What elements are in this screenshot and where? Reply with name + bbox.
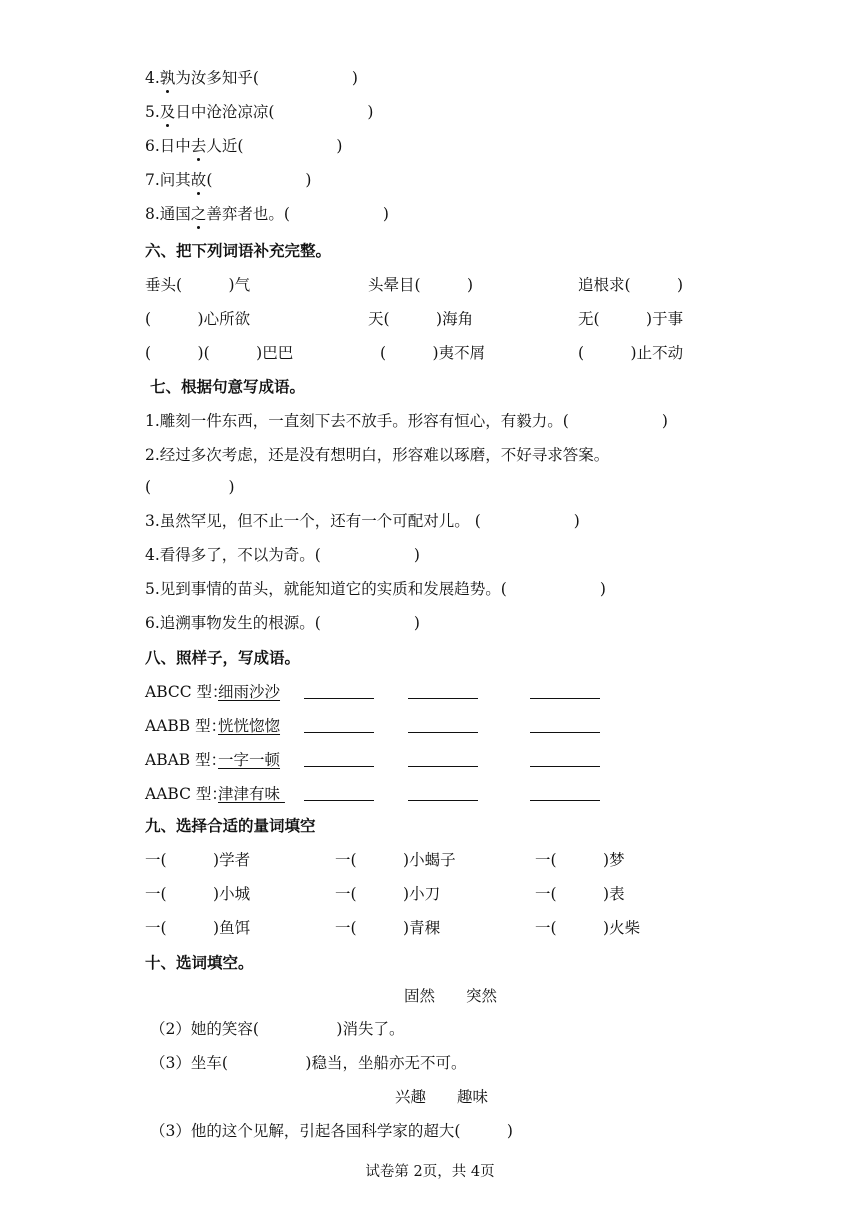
measure-word-blank: 一( )鱼饵 xyxy=(145,919,251,937)
answer-blank[interactable] xyxy=(530,766,600,767)
question-item-6: 6.日中去人近( ) xyxy=(145,137,343,155)
word-blank: 无( )于事 xyxy=(578,310,684,328)
emphasis-char: 之 xyxy=(190,205,207,223)
word-blank: 垂头( )气 xyxy=(145,276,251,294)
question-item-7: 7.问其故( ) xyxy=(145,171,312,189)
answer-blank[interactable] xyxy=(408,766,478,767)
answer-blank[interactable] xyxy=(530,732,600,733)
question-7-3: 3.虽然罕见，但不止一个，还有一个可配对儿。 ( ) xyxy=(145,512,580,530)
question-7-2: 2.经过多次考虑，还是没有想明白，形容难以琢磨，不好寻求答案。 xyxy=(145,446,610,464)
pattern-type: AABC 型： xyxy=(145,785,227,803)
measure-word-blank: 一( )青稞 xyxy=(335,919,441,937)
pattern-example: 恍恍惚惚 xyxy=(218,717,281,735)
word-blank: 天( )海角 xyxy=(368,310,474,328)
measure-word-blank: 一( )梦 xyxy=(535,851,625,869)
measure-word-blank: 一( )学者 xyxy=(145,851,251,869)
pattern-type: ABCC 型： xyxy=(145,683,228,701)
answer-blank[interactable] xyxy=(408,732,478,733)
question-item-4: 4.孰为汝多知乎( ) xyxy=(145,69,358,87)
section-6-title: 六、把下列词语补充完整。 xyxy=(145,242,332,260)
emphasis-char: 去 xyxy=(190,137,207,155)
fill-sentence: （3）坐车( )稳当，坐船亦无不可。 xyxy=(150,1054,467,1072)
question-7-1: 1.雕刻一件东西，一直刻下去不放手。形容有恒心，有毅力。( ) xyxy=(145,412,668,430)
measure-word-blank: 一( )小城 xyxy=(145,885,251,903)
word-blank: ( )心所欲 xyxy=(145,310,251,328)
question-7-2-blank: ( ) xyxy=(145,478,235,496)
pattern-example: 津津有味 xyxy=(218,785,285,803)
word-blank: 头晕目( ) xyxy=(368,276,474,294)
question-7-6: 6.追溯事物发生的根源。( ) xyxy=(145,614,420,632)
answer-blank[interactable] xyxy=(304,800,374,801)
emphasis-char: 故 xyxy=(190,171,207,189)
measure-word-blank: 一( )火柴 xyxy=(535,919,641,937)
answer-blank[interactable] xyxy=(408,698,478,699)
word-blank: ( )夷不屑 xyxy=(380,344,486,362)
answer-blank[interactable] xyxy=(408,800,478,801)
fill-sentence: （3）他的这个见解，引起各国科学家的超大( ) xyxy=(150,1122,513,1140)
answer-blank[interactable] xyxy=(304,766,374,767)
question-7-4: 4.看得多了，不以为奇。( ) xyxy=(145,546,420,564)
section-9-title: 九、选择合适的量词填空 xyxy=(145,817,316,835)
question-item-8: 8.通国之善弈者也。( ) xyxy=(145,205,389,223)
section-7-title: 七、根据句意写成语。 xyxy=(150,378,306,396)
page-footer: 试卷第 2页，共 4页 xyxy=(365,1164,495,1180)
measure-word-blank: 一( )小刀 xyxy=(335,885,441,903)
emphasis-char: 及 xyxy=(159,103,176,121)
question-7-5: 5.见到事情的苗头，就能知道它的实质和发展趋势。( ) xyxy=(145,580,606,598)
word-choices: 固然 突然 xyxy=(404,987,498,1005)
answer-blank[interactable] xyxy=(304,732,374,733)
measure-word-blank: 一( )表 xyxy=(535,885,625,903)
section-10-title: 十、选词填空。 xyxy=(145,954,254,972)
answer-blank[interactable] xyxy=(304,698,374,699)
word-blank: ( )止不动 xyxy=(578,344,684,362)
word-choices: 兴趣 趣味 xyxy=(395,1088,489,1106)
answer-blank[interactable] xyxy=(530,800,600,801)
answer-blank[interactable] xyxy=(530,698,600,699)
pattern-type: AABB 型： xyxy=(145,717,227,735)
emphasis-char: 孰 xyxy=(159,69,176,87)
pattern-example: 细雨沙沙 xyxy=(218,683,281,701)
fill-sentence: （2）她的笑容( )消失了。 xyxy=(150,1020,405,1038)
pattern-type: ABAB 型： xyxy=(145,751,227,769)
measure-word-blank: 一( )小蝎子 xyxy=(335,851,456,869)
question-item-5: 5.及日中沧沧凉凉( ) xyxy=(145,103,374,121)
word-blank: 追根求( ) xyxy=(578,276,684,294)
pattern-example: 一字一顿 xyxy=(218,751,281,769)
section-8-title: 八、照样子，写成语。 xyxy=(145,649,301,667)
word-blank: ( )( )巴巴 xyxy=(145,344,294,362)
